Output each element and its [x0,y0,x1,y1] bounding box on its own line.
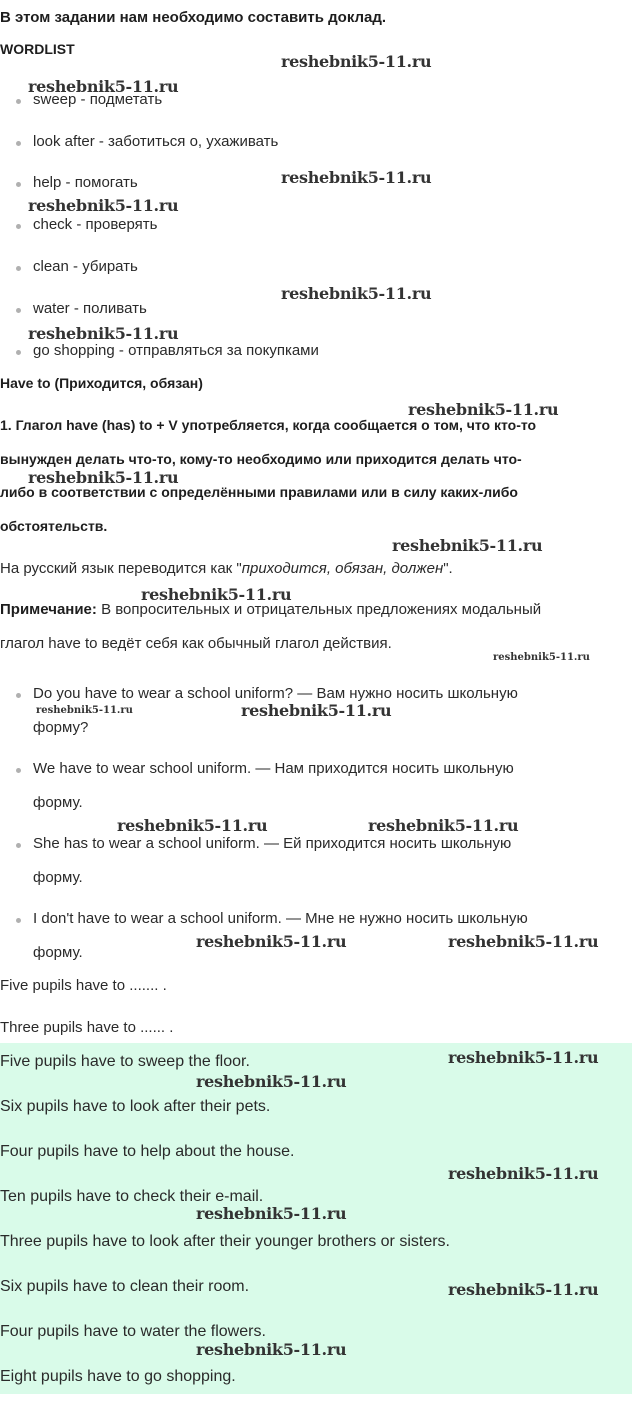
answer-line: Three pupils have to look after their younger brothers or sisters. [0,1233,450,1250]
watermark: reshebnik5-11.ru [196,1204,347,1223]
watermark: reshebnik5-11.ru [28,324,179,343]
watermark: reshebnik5-11.ru [281,284,432,303]
answer-line: Ten pupils have to check their e-mail. [0,1188,264,1205]
rule-line: 1. Глагол have (has) to + V употребляется, когда сообщается о том, что кто-то [0,417,537,433]
watermark: reshebnik5-11.ru [368,816,519,835]
bullet-icon [16,843,21,848]
answer-line: Eight pupils have to go shopping. [0,1368,236,1385]
watermark: reshebnik5-11.ru [28,196,179,215]
template-line: Three pupils have to ...... . [0,1019,174,1036]
watermark: reshebnik5-11.ru [28,77,179,96]
watermark: reshebnik5-11.ru [196,1072,347,1091]
watermark: reshebnik5-11.ru [36,705,133,716]
bullet-icon [16,350,21,355]
watermark: reshebnik5-11.ru [117,816,268,835]
wordlist-title: WORDLIST [0,41,75,57]
watermark: reshebnik5-11.ru [448,932,599,951]
note-line: Примечание: В вопросительных и отрицательных предложениях модальный [0,601,542,618]
note-label: Примечание: [0,601,97,618]
watermark: reshebnik5-11.ru [448,1280,599,1299]
watermark: reshebnik5-11.ru [28,468,179,487]
watermark: reshebnik5-11.ru [448,1164,599,1183]
rule-line: вынужден делать что-то, кому-то необходимо или приходится делать что- [0,451,522,467]
template-line: Five pupils have to ....... . [0,977,167,994]
watermark: reshebnik5-11.ru [281,52,432,71]
watermark: reshebnik5-11.ru [241,701,392,720]
answer-line: Six pupils have to clean their room. [0,1278,250,1295]
bullet-icon [16,99,21,104]
bullet-icon [16,768,21,773]
rule-line: либо в соответствии с определёнными правилами или в силу каких-либо [0,484,518,500]
bullet-icon [16,918,21,923]
watermark: reshebnik5-11.ru [392,536,543,555]
grammar-title: Have to (Приходится, обязан) [0,375,203,391]
watermark: reshebnik5-11.ru [281,168,432,187]
bullet-icon [16,266,21,271]
watermark: reshebnik5-11.ru [408,400,559,419]
watermark: reshebnik5-11.ru [141,585,292,604]
bullet-icon [16,182,21,187]
note-line: глагол have to ведёт себя как обычный глагол действия. [0,635,392,652]
bullet-icon [16,224,21,229]
translation-note: На русский язык переводится как "приходится, обязан, должен". [0,560,453,577]
intro-text: В этом задании нам необходимо составить доклад. [0,9,387,26]
watermark: reshebnik5-11.ru [493,652,590,663]
watermark: reshebnik5-11.ru [196,932,347,951]
rule-line: обстоятельств. [0,518,108,534]
answer-line: Four pupils have to help about the house. [0,1143,295,1160]
watermark: reshebnik5-11.ru [196,1340,347,1359]
bullet-icon [16,308,21,313]
answer-line: Five pupils have to sweep the floor. [0,1053,250,1070]
answer-line: Four pupils have to water the flowers. [0,1323,266,1340]
answer-line: Six pupils have to look after their pets. [0,1098,271,1115]
bullet-icon [16,693,21,698]
bullet-icon [16,141,21,146]
watermark: reshebnik5-11.ru [448,1048,599,1067]
